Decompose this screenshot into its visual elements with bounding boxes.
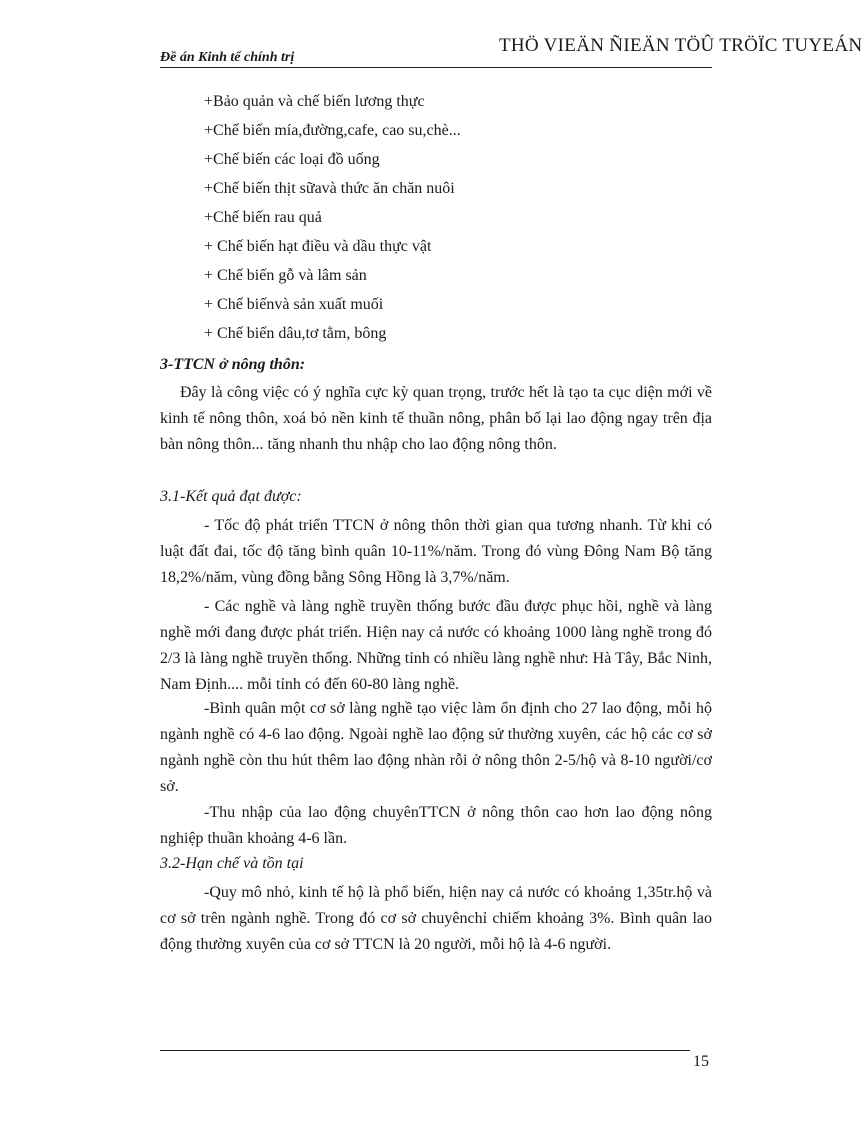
header-title: Đề án Kinh tế chính trị xyxy=(160,50,295,65)
header-library-name: THÖ VIEÄN ÑIEÄN TÖÛ TRÖÏC TUYEÁN xyxy=(499,35,862,56)
list-item: + Chế biếnvà sản xuất muối xyxy=(204,296,384,313)
list-item: +Chế biến các loại đồ uống xyxy=(204,151,380,168)
subsection-heading-limitations: 3.2-Hạn chế và tồn tại xyxy=(160,855,304,872)
limitations-paragraph: -Quy mô nhỏ, kinh tế hộ là phổ biến, hiện nay cả nước có khoảng 1,35tr.hộ và cơ sở trên ngành nghề. Trong đó cơ sở chuyênchỉ chiếm khoảng 3%. Bình quân lao động thường xuyên của cơ sở TTCN là 20 người, mỗi hộ là 4-6 người. xyxy=(160,884,712,953)
results-paragraph: - Các nghề và làng nghề truyền thống bước đầu được phục hồi, nghề và làng nghề mới đang được phát triển. Hiện nay cả nước có khoảng 1000 làng nghề trong đó 2/3 là làng nghề truyền thống. Những tỉnh có nhiều làng nghề như: Hà Tây, Bắc Ninh, Nam Định.... mỗi tỉnh có đến 60-80 làng nghề. xyxy=(160,598,712,693)
section-heading: 3-TTCN ở nông thôn: xyxy=(160,356,306,373)
list-item: +Chế biến mía,đường,cafe, cao su,chè... xyxy=(204,122,461,139)
list-item: + Chế biến gỗ và lâm sản xyxy=(204,267,367,284)
results-paragraph: -Bình quân một cơ sở làng nghề tạo việc làm ổn định cho 27 lao động, mỗi hộ ngành nghề có 4-6 lao động. Ngoài nghề lao động sử thường xuyên, các hộ các cơ sở ngành nghề còn thu hút thêm lao động nhàn rỗi ở nông thôn 2-5/hộ và 8-10 người/cơ sở. xyxy=(160,700,712,795)
results-paragraph: - Tốc độ phát triển TTCN ở nông thôn thời gian qua tương nhanh. Từ khi có luật đất đai, tốc độ tăng bình quân 10-11%/năm. Trong đó vùng Đông Nam Bộ tăng 18,2%/năm, vùng đồng bằng Sông Hồng là 3,7%/năm. xyxy=(160,517,712,586)
list-item: +Bảo quản và chế biến lương thực xyxy=(204,93,425,110)
footer-divider xyxy=(160,1050,690,1051)
list-item: + Chế biến hạt điều và dầu thực vật xyxy=(204,238,432,255)
subsection-heading-results: 3.1-Kết quả đạt được: xyxy=(160,488,302,505)
list-item: +Chế biến thịt sữavà thức ăn chăn nuôi xyxy=(204,180,455,197)
results-paragraph: -Thu nhập của lao động chuyênTTCN ở nông thôn cao hơn lao động nông nghiệp thuần khoảng 4-6 lần. xyxy=(160,804,712,847)
page-number: 15 xyxy=(693,1053,709,1070)
list-item: +Chế biến rau quả xyxy=(204,209,322,226)
header-divider xyxy=(160,67,712,68)
list-item: + Chế biến dâu,tơ tằm, bông xyxy=(204,325,387,342)
section-intro-paragraph: Đây là công việc có ý nghĩa cực kỳ quan trọng, trước hết là tạo ta cục diện mới về kinh tế nông thôn, xoá bỏ nền kinh tế thuần nông, phân bố lại lao động ngay trên địa bàn nông thôn... tăng nhanh thu nhập cho lao động nông thôn. xyxy=(160,384,712,453)
